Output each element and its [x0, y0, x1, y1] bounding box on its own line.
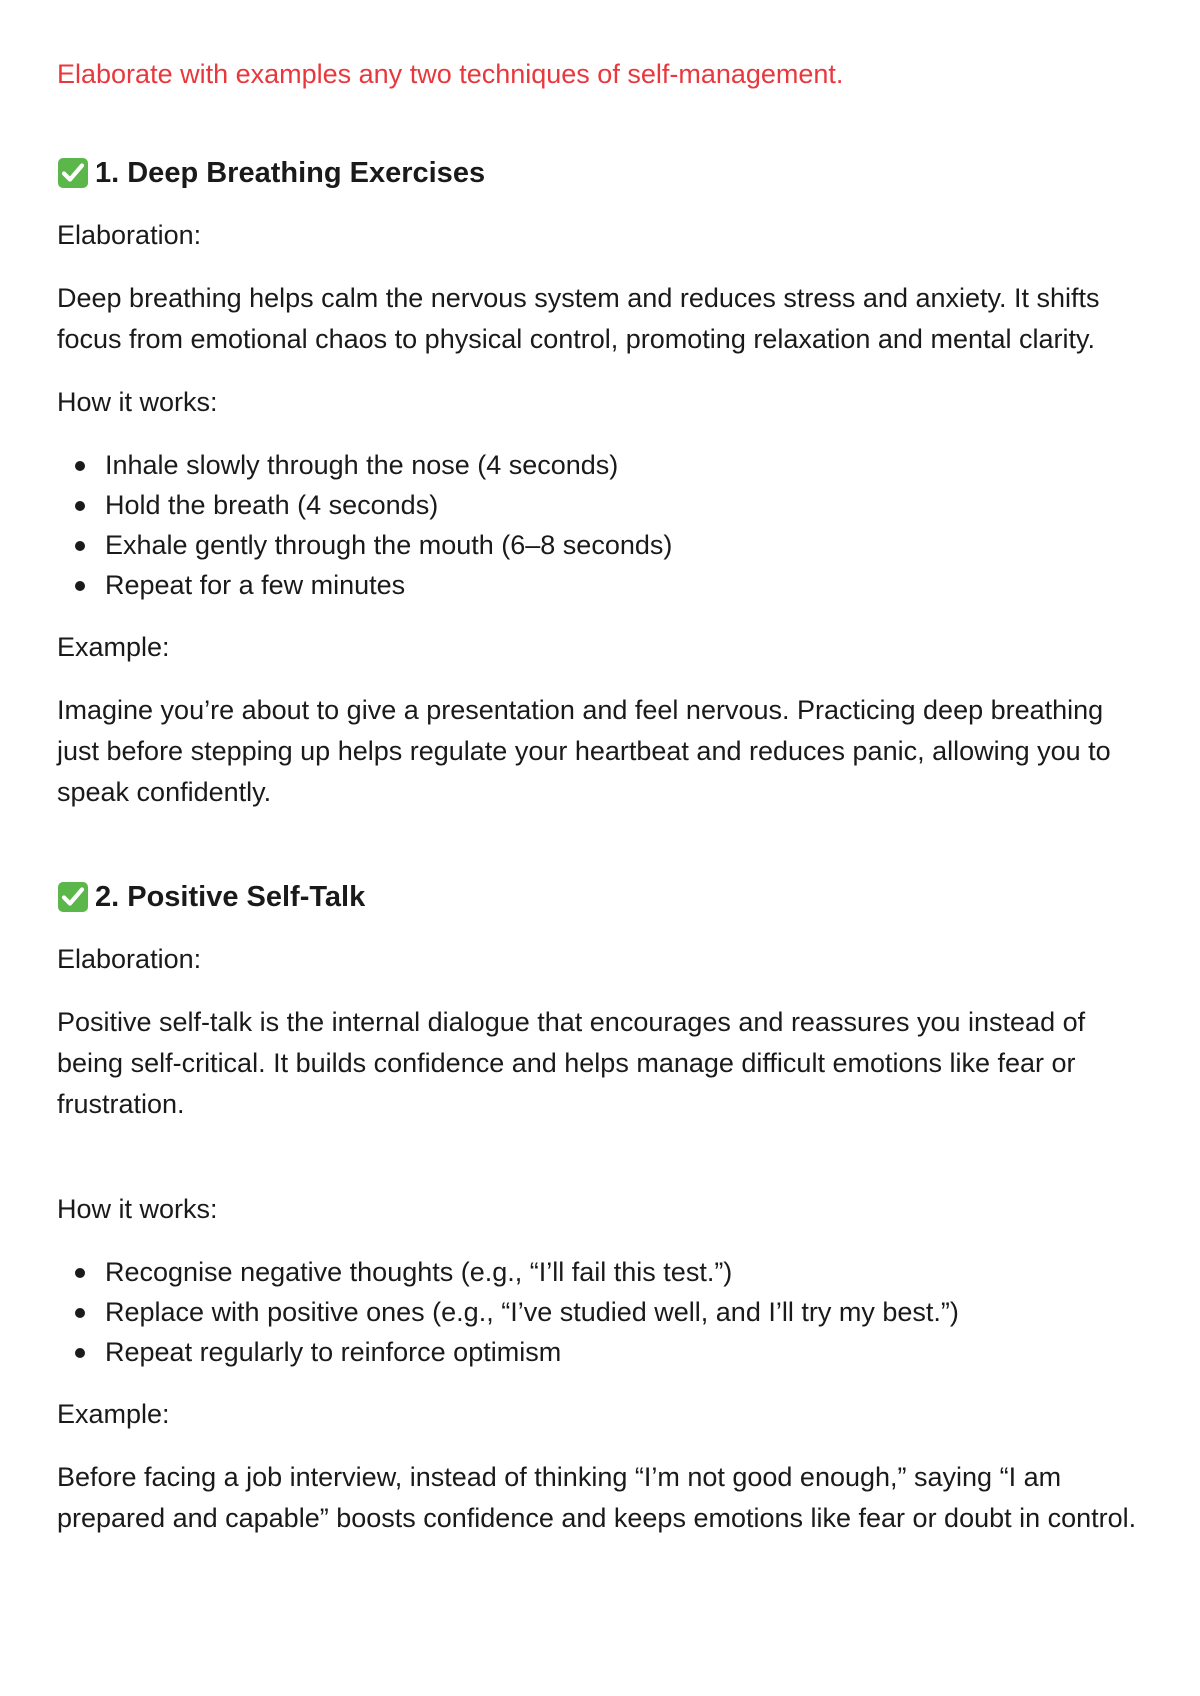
steps-list: [57, 1252, 1144, 1372]
list-item: [57, 445, 1144, 485]
section-title: 1. Deep Breathing Exercises: [95, 157, 486, 189]
how-it-works-label: How it works:: [57, 1194, 218, 1224]
bullet-icon: [75, 581, 85, 591]
example-text: Imagine you’re about to give a presentation and feel nervous. Practicing deep breathing just before stepping up helps regulate your heartbeat and reduces panic, allowing you to speak confidently.: [57, 695, 1111, 807]
example-label: Example:: [57, 1399, 170, 1429]
how-it-works-label: How it works:: [57, 387, 218, 417]
list-item: [57, 485, 1144, 525]
section-deep-breathing: [57, 153, 1144, 813]
list-item: [57, 1292, 1144, 1332]
section-heading: [57, 877, 1144, 917]
elaboration-label: Elaboration:: [57, 220, 202, 250]
example-text: Before facing a job interview, instead of thinking “I’m not good enough,” saying “I am prepared and capable” boosts confidence and keeps emotions like fear or doubt in control.: [57, 1462, 1137, 1533]
bullet-icon: [75, 541, 85, 551]
list-item-text: Hold the breath (4 seconds): [105, 490, 439, 520]
check-mark-button-icon: [57, 157, 89, 189]
list-item-text: Recognise negative thoughts (e.g., “I’ll fail this test.”): [105, 1257, 733, 1287]
list-item-text: Repeat for a few minutes: [105, 570, 406, 600]
list-item-text: Repeat regularly to reinforce optimism: [105, 1337, 562, 1367]
section-heading: [57, 153, 1144, 193]
list-item: [57, 1332, 1144, 1372]
bullet-icon: [75, 501, 85, 511]
bullet-icon: [75, 461, 85, 471]
section-title: 2. Positive Self-Talk: [95, 881, 366, 913]
list-item: [57, 525, 1144, 565]
list-item: [57, 565, 1144, 605]
paragraph-spacer: [57, 1147, 1144, 1189]
example-label: Example:: [57, 632, 170, 662]
check-mark-button-icon: [57, 881, 89, 913]
list-item-text: Exhale gently through the mouth (6–8 seconds): [105, 530, 673, 560]
bullet-icon: [75, 1308, 85, 1318]
list-item-text: Replace with positive ones (e.g., “I’ve studied well, and I’ll try my best.”): [105, 1297, 959, 1327]
list-item-text: Inhale slowly through the nose (4 seconds): [105, 450, 619, 480]
steps-list: [57, 445, 1144, 605]
bullet-icon: [75, 1348, 85, 1358]
section-spacer: [57, 835, 1144, 877]
bullet-icon: [75, 1268, 85, 1278]
list-item: [57, 1252, 1144, 1292]
question-prompt: Elaborate with examples any two techniques of self-management.: [57, 59, 844, 89]
section-positive-self-talk: [57, 877, 1144, 1539]
elaboration-text: Deep breathing helps calm the nervous system and reduces stress and anxiety. It shifts focus from emotional chaos to physical control, promoting relaxation and mental clarity.: [57, 283, 1100, 354]
elaboration-label: Elaboration:: [57, 944, 202, 974]
elaboration-text: Positive self-talk is the internal dialogue that encourages and reassures you instead of being self-critical. It builds confidence and helps manage difficult emotions like fear or frustration.: [57, 1007, 1086, 1119]
